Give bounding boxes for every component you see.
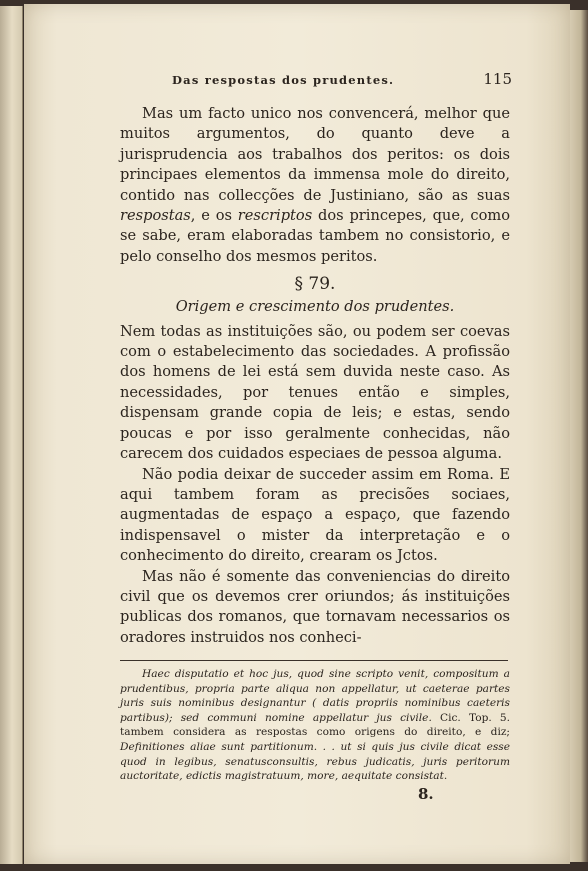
main-text xyxy=(120,104,510,648)
footnote-text xyxy=(120,667,510,784)
footnote-latin-1: Haec disputatio et hoc jus, quod sine scripto venit, compositum a prudentibus, propria parte aliqua non appellatur, ut caeterae partes juris suis nominibus designantur ( datis propriis nominibus caeteris partibus); sed communi nomine appellatur jus civile. xyxy=(120,668,510,724)
catchword: 8. xyxy=(418,785,434,803)
section-title: Origem e crescimento dos prudentes. xyxy=(175,298,455,316)
page-stack-edge xyxy=(570,10,588,862)
paragraph-1-italic-1: respostas xyxy=(120,207,191,225)
footnote-divider xyxy=(120,660,508,661)
page-content xyxy=(24,4,570,864)
paragraph-1 xyxy=(120,104,510,267)
footnote-latin-2: Definitiones aliae sunt partitionum. . . ut si quis jus civile dicat esse quod in legibus, senatusconsultis, rebus judicatis, juris peritorum auctoritate, edictis magistratuum, more, aequitate consistat. xyxy=(120,740,510,783)
paragraph-4: Mas não é somente das conveniencias do direito civil que os devemos crer oriundos; ás instituições publicas dos romanos, que tornavam necessarios os oradores instruidos nos conheci- xyxy=(120,567,510,646)
paragraph-1-part-3: dos princepes, que, como se sabe, eram elaboradas tambem no consistorio, e pelo conselho dos mesmos peritos. xyxy=(120,207,511,265)
footnote-portuguese: Cic. Top. 5. tambem considera as respostas como origens do direito, e diz; xyxy=(120,711,510,739)
section-number: § 79. xyxy=(294,274,336,295)
book-page xyxy=(24,4,570,864)
paragraph-1-part-2: , e os xyxy=(190,207,238,225)
footnote xyxy=(120,667,510,784)
running-head: Das respostas dos prudentes. xyxy=(172,73,395,87)
page-header xyxy=(172,70,512,90)
paragraph-2: Nem todas as instituições são, ou podem ser coevas com o estabelecimento das sociedades. A profissão dos homens de lei está sem duvida neste caso. As necessidades, por tenues então e simples, dispensam grande copia de leis; e estas, sendo poucas e por isso geralmente conhecidas, não carecem dos cuidados especiaes de pessoa alguma. xyxy=(120,322,510,463)
previous-page-edge xyxy=(0,6,23,864)
paragraph-1-part-1: Mas um facto unico nos convencerá, melhor que muitos argumentos, do quanto deve a jurisprudencia aos trabalhos dos peritos: os dois principaes elementos da immensa mole do direito, contido nas collecções de Justiniano, são as suas xyxy=(120,105,510,204)
page-number: 115 xyxy=(483,70,512,88)
paragraph-1-italic-2: rescriptos xyxy=(237,207,313,225)
paragraph-3: Não podia deixar de succeder assim em Roma. E aqui tambem foram as precisões sociaes, augmentadas de espaço a espaço, que fazendo indispensavel o mister da interpretação e o conhecimento do direito, crearam os Jctos. xyxy=(120,465,510,565)
